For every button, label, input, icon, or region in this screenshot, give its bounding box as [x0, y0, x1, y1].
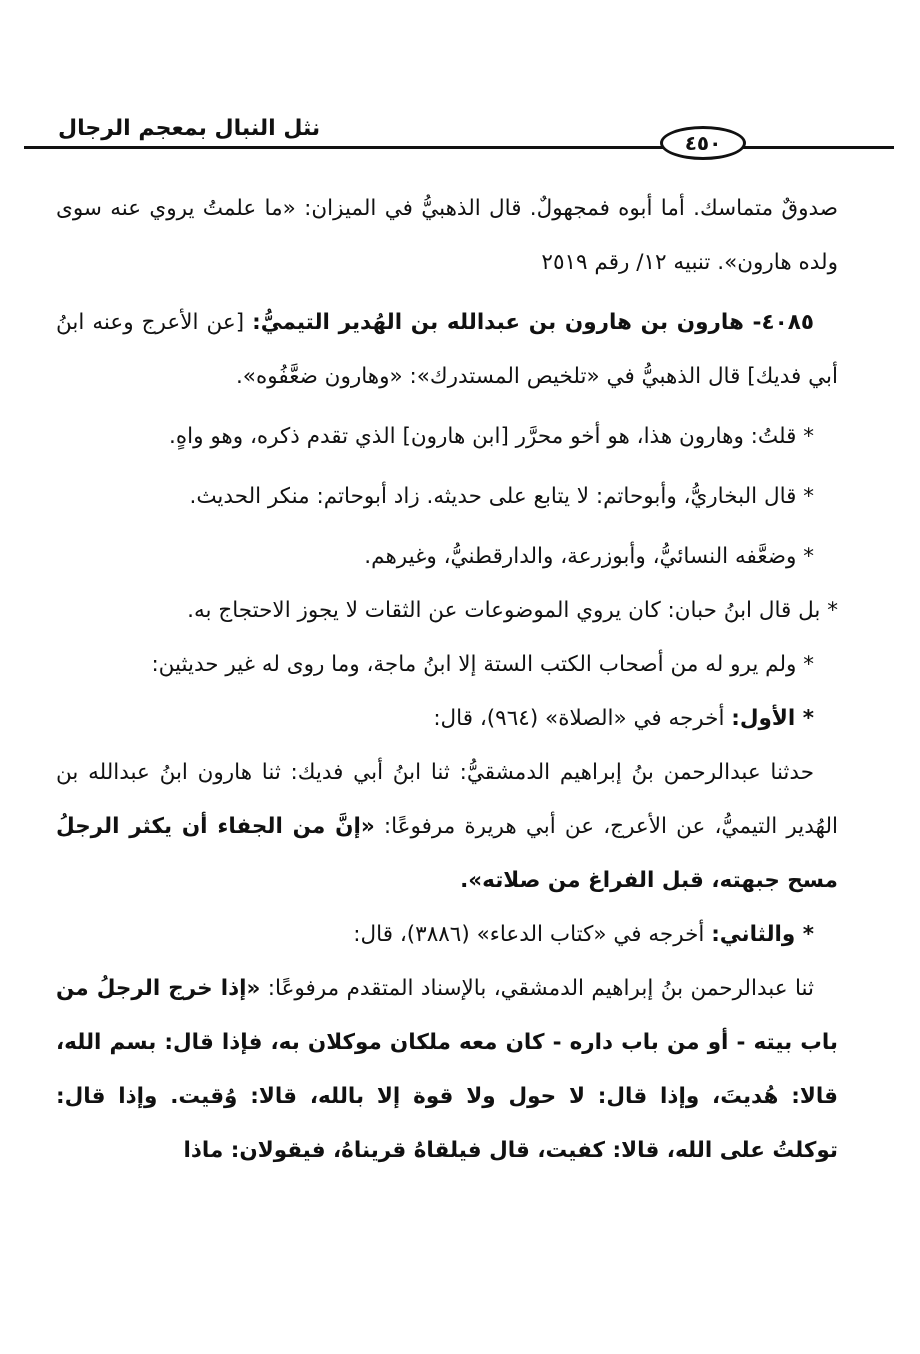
paragraph-text: * وضعَّفه النسائيُّ، وأبوزرعة، والدارقطنيُّ، وغيرهم.: [364, 544, 814, 569]
paragraph-text: أخرجه في «كتاب الدعاء» (٣٨٨٦)، قال:: [353, 922, 712, 947]
header-rule: [24, 146, 894, 149]
paragraph-heading: * والثاني:: [711, 922, 814, 947]
paragraph-text: حدثنا عبدالرحمن بنُ إبراهيم الدمشقيُّ: ثنا ابنُ أبي فديك: ثنا هارون ابنُ عبدالله بن الهُدير التيميُّ، عن الأعرج، عن أبي هريرة مرفوعًا:: [56, 760, 838, 839]
hadith-text: «إنَّ من الجفاء أن يكثر الرجلُ مسح جبهته، قبل الفراغ من صلاته».: [56, 814, 838, 893]
paragraph-text: [عن الأعرج وعنه ابنُ أبي فديك] قال الذهبيُّ في «تلخيص المستدرك»: «وهارون ضعَّفُوه».: [56, 310, 838, 389]
paragraph: صدوقٌ متماسك. أما أبوه فمجهولٌ. قال الذهبيُّ في الميزان: «ما علمتُ يروي عنه سوى ولده هارون». تنبيه ١٢/ رقم ٢٥١٩: [56, 196, 838, 275]
paragraph: [56, 746, 838, 908]
paragraph: [56, 962, 838, 1178]
paragraph: [56, 530, 838, 584]
paragraph-heading: * الأول:: [731, 706, 814, 731]
paragraph-text: * قال البخاريُّ، وأبوحاتم: لا يتابع على حديثه. زاد أبوحاتم: منكر الحديث.: [189, 484, 814, 509]
entry-heading: ٤٠٨٥- هارون بن هارون بن عبدالله بن الهُدير التيميُّ:: [252, 310, 814, 335]
page-number: ٤٥٠: [660, 126, 746, 160]
paragraph: [56, 296, 838, 404]
paragraph-text: * ولم يرو له من أصحاب الكتب الستة إلا ابنُ ماجة، وما روى له غير حديثين:: [151, 652, 814, 677]
paragraph: [56, 908, 838, 962]
book-title: نثل النبال بمعجم الرجال: [58, 116, 321, 141]
paragraph: [56, 692, 838, 746]
paragraph: [56, 470, 838, 524]
paragraph: [56, 638, 838, 692]
page-body: [56, 182, 838, 1178]
paragraph-text: ثنا عبدالرحمن بنُ إبراهيم الدمشقي، بالإسناد المتقدم مرفوعًا:: [260, 976, 814, 1001]
paragraph: [56, 410, 838, 464]
paragraph-text: * بل قال ابنُ حبان: كان يروي الموضوعات عن الثقات لا يجوز الاحتجاج به.: [187, 598, 838, 623]
paragraph-text: أخرجه في «الصلاة» (٩٦٤)، قال:: [433, 706, 732, 731]
paragraph-text: * قلتُ: وهارون هذا، هو أخو محرَّر [ابن هارون] الذي تقدم ذكره، وهو واهٍ.: [169, 424, 814, 449]
paragraph: [56, 584, 838, 638]
hadith-text: «إذا خرج الرجلُ من باب بيته - أو من باب داره - كان معه ملكان موكلان به، فإذا قال: بسم الله، قالا: هُديتَ، وإذا قال: لا حول ولا قوة إلا بالله، قالا: وُقيت. وإذا قال: توكلتُ على الله، قالا: كفيت، قال فيلقاهُ قريناهُ، فيقولان: ماذا: [56, 976, 838, 1163]
